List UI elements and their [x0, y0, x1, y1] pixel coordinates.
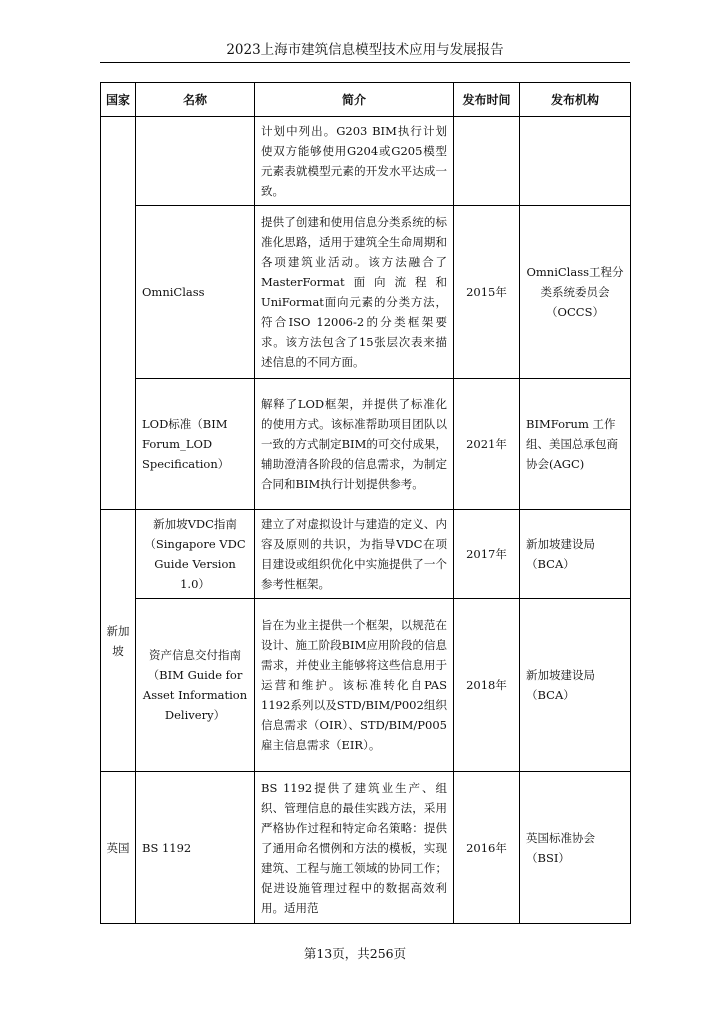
org-cell: OmniClass工程分类系统委员会（OCCS） — [520, 206, 631, 379]
year-cell — [454, 117, 520, 206]
table-row — [101, 599, 631, 772]
col-header-year: 发布时间 — [454, 83, 520, 117]
year-cell: 2021年 — [454, 379, 520, 510]
name-cell: BS 1192 — [136, 772, 255, 924]
col-header-country: 国家 — [101, 83, 136, 117]
standards-table — [100, 82, 631, 924]
country-cell: 英国 — [101, 772, 136, 924]
org-cell — [520, 117, 631, 206]
year-cell: 2017年 — [454, 510, 520, 599]
name-cell: LOD标准（BIM Forum_LOD Specification） — [136, 379, 255, 510]
year-cell: 2016年 — [454, 772, 520, 924]
org-cell: BIMForum 工作组、美国总承包商协会(AGC) — [520, 379, 631, 510]
page-header: 2023上海市建筑信息模型技术应用与发展报告 — [226, 42, 504, 58]
intro-cell: 计划中列出。G203 BIM执行计划使双方能够使用G204或G205模型元素表就模型元素的开发水平达成一致。 — [255, 117, 454, 206]
col-header-intro: 简介 — [255, 83, 454, 117]
table-row — [101, 206, 631, 379]
intro-cell: 解释了LOD框架，并提供了标准化的使用方式。该标准帮助项目团队以一致的方式制定BIM的可交付成果，辅助澄清各阶段的信息需求，为制定合同和BIM执行计划提供参考。 — [255, 379, 454, 510]
table-row — [101, 510, 631, 599]
table-row — [101, 772, 631, 924]
table-row — [101, 117, 631, 206]
org-cell: 新加坡建设局（BCA） — [520, 510, 631, 599]
table-row — [101, 379, 631, 510]
country-cell — [101, 117, 136, 510]
col-header-name: 名称 — [136, 83, 255, 117]
intro-cell: 旨在为业主提供一个框架，以规范在设计、施工阶段BIM应用阶段的信息需求，并使业主能够将这些信息用于运营和维护。该标准转化自PAS 1192系列以及STD/BIM/P002组织信息需求（OIR）、STD/BIM/P005雇主信息需求（EIR）。 — [255, 599, 454, 772]
org-cell: 英国标准协会（BSI） — [520, 772, 631, 924]
intro-cell: 建立了对虚拟设计与建造的定义、内容及原则的共识，为指导VDC在项目建设或组织优化中实施提供了一个参考性框架。 — [255, 510, 454, 599]
header-divider — [100, 62, 630, 63]
table-header-row — [101, 83, 631, 117]
org-cell: 新加坡建设局（BCA） — [520, 599, 631, 772]
name-cell: 资产信息交付指南（BIM Guide for Asset Information Delivery） — [136, 599, 255, 772]
year-cell: 2015年 — [454, 206, 520, 379]
col-header-org: 发布机构 — [520, 83, 631, 117]
intro-cell: 提供了创建和使用信息分类系统的标准化思路，适用于建筑全生命周期和各项建筑业活动。该方法融合了MasterFormat面向流程和UniFormat面向元素的分类方法，符合ISO 12006-2的分类框架要求。该方法包含了15张层次表来描述信息的不同方面。 — [255, 206, 454, 379]
country-cell: 新加坡 — [101, 510, 136, 772]
name-cell — [136, 117, 255, 206]
name-cell: 新加坡VDC指南（Singapore VDC Guide Version 1.0） — [136, 510, 255, 599]
name-cell: OmniClass — [136, 206, 255, 379]
page-number: 第13页，共256页 — [303, 946, 407, 961]
intro-cell: BS 1192提供了建筑业生产、组织、管理信息的最佳实践方法，采用严格协作过程和特定命名策略：提供了通用命名惯例和方法的模板，实现建筑、工程与施工领域的协同工作；促进设施管理过程中的数据高效利用。适用范 — [255, 772, 454, 924]
year-cell: 2018年 — [454, 599, 520, 772]
